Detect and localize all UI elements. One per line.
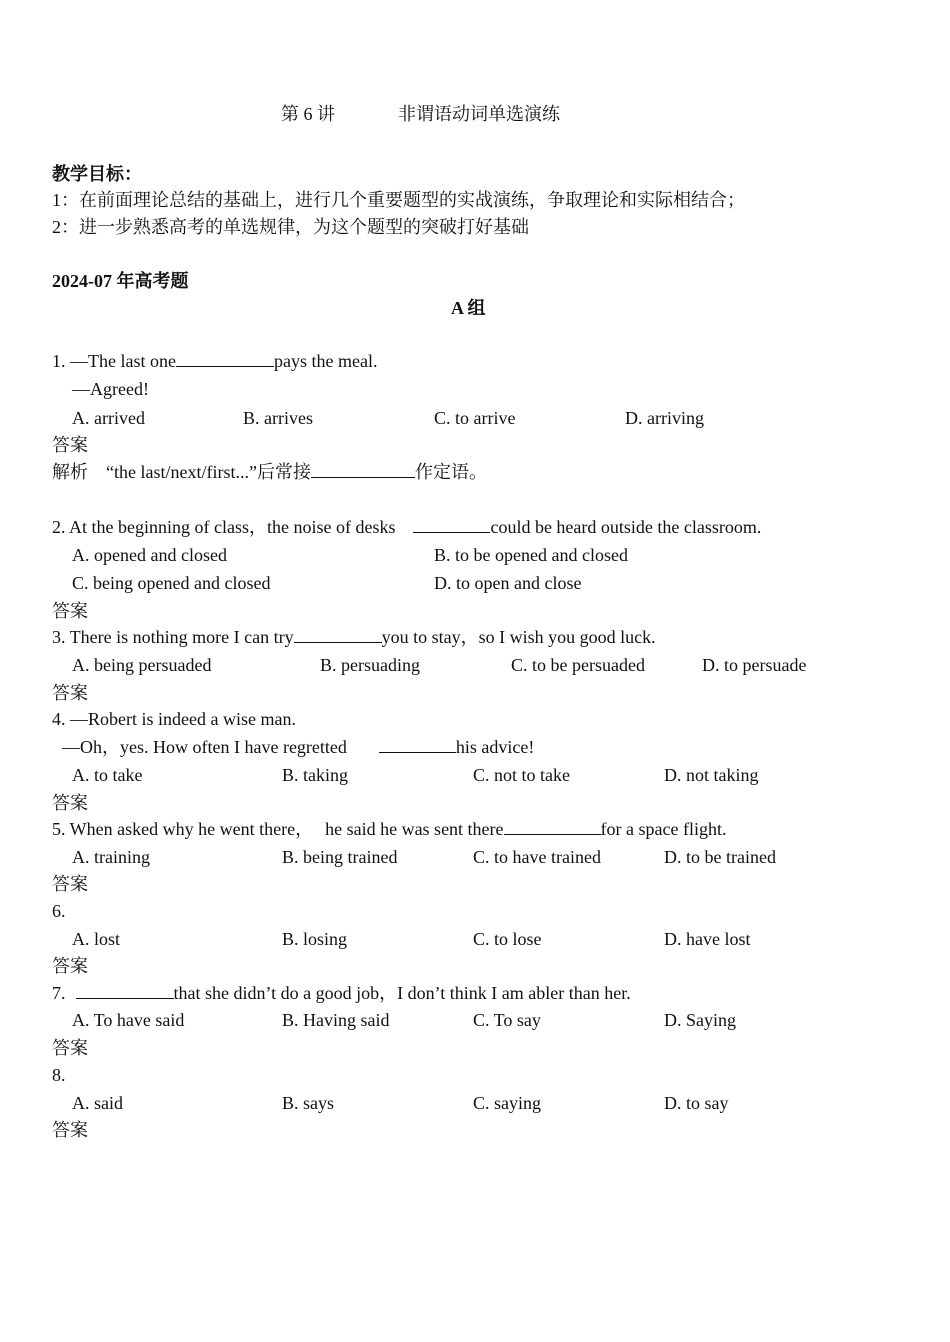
answer-blank [413,516,490,533]
analysis-label: 解析 [52,462,88,482]
option-d: D. Saying [664,1010,736,1030]
option-d: D. to say [664,1093,729,1113]
group-title: A 组 [451,298,486,318]
option-a: A. being persuaded [72,655,212,675]
objective-item: 1：在前面理论总结的基础上，进行几个重要题型的实战演练，争取理论和实际相结合； [52,190,745,210]
answer-blank [294,626,382,643]
option-a: A. training [72,847,150,867]
option-c: C. being opened and closed [72,573,271,593]
objectives-heading: 教学目标： [52,164,142,184]
question-1-stem [52,350,377,372]
question-stem-text: that she didn’t do a good job，I don’t think I am abler than her. [173,983,631,1003]
question-8-stem: 8. [52,1065,66,1085]
question-stem-text: pays the meal. [273,351,378,371]
question-stem-text: 7. [52,983,66,1003]
analysis-line [52,461,487,483]
answer-blank [379,736,456,753]
option-b: B. losing [282,929,348,949]
option-c: C. to lose [473,929,542,949]
question-stem-text: 5. When asked why he went there， [52,819,314,839]
analysis-text: “the last/next/first...”后常接 [106,462,311,482]
option-a: A. To have said [72,1010,185,1030]
option-a: A. said [72,1093,123,1113]
question-stem-text: you to stay，so I wish you good luck. [381,627,656,647]
question-stem-text: could be heard outside the classroom. [490,517,762,537]
lecture-number: 第 6 讲 [281,104,335,124]
option-d: D. not taking [664,765,759,785]
answer-label: 答案 [52,956,88,976]
option-a: A. opened and closed [72,545,227,565]
question-stem-text: for a space flight. [600,819,727,839]
answer-label: 答案 [52,601,88,621]
option-b: B. Having said [282,1010,390,1030]
option-b: B. persuading [320,655,420,675]
question-6-stem: 6. [52,901,66,921]
answer-blank [76,982,174,999]
question-3-stem [52,626,656,648]
answer-blank [176,350,274,367]
answer-label: 答案 [52,874,88,894]
question-stem-text: 1. —The last one [52,351,176,371]
option-b: B. being trained [282,847,398,867]
question-stem-text: 3. There is nothing more I can try [52,627,294,647]
option-d: D. to open and close [434,573,582,593]
answer-blank [504,818,601,835]
page-title: 非谓语动词单选演练 [398,104,560,124]
option-a: A. lost [72,929,121,949]
option-b: B. arrives [243,408,313,428]
question-stem-text: he said he was sent there [325,819,504,839]
objective-item: 2：进一步熟悉高考的单选规律，为这个题型的突破打好基础 [52,217,529,237]
question-7-stem [52,982,631,1004]
option-a: A. to take [72,765,143,785]
question-stem-text: his advice! [455,737,535,757]
answer-label: 答案 [52,793,88,813]
question-4-stem: 4. —Robert is indeed a wise man. [52,709,296,729]
answer-label: 答案 [52,1120,88,1140]
option-d: D. arriving [625,408,704,428]
question-5-stem [52,818,726,840]
option-c: C. to have trained [473,847,601,867]
option-c: C. To say [473,1010,541,1030]
answer-blank [311,461,415,478]
answer-label: 答案 [52,1038,88,1058]
option-c: C. to be persuaded [511,655,645,675]
option-c: C. not to take [473,765,570,785]
option-d: D. have lost [664,929,751,949]
analysis-text: 作定语。 [414,462,487,482]
option-b: B. says [282,1093,335,1113]
option-b: B. taking [282,765,348,785]
answer-label: 答案 [52,435,88,455]
option-a: A. arrived [72,408,145,428]
answer-label: 答案 [52,683,88,703]
option-c: C. to arrive [434,408,516,428]
option-d: D. to be trained [664,847,776,867]
question-stem-text: —Oh，yes. How often I have regretted [62,737,347,757]
option-d: D. to persuade [702,655,807,675]
question-4-dialogue [62,736,534,758]
question-1-dialogue: —Agreed! [72,379,149,399]
question-stem-text: 2. At the beginning of class，the noise of desks [52,517,396,537]
section-title: 2024-07 年高考题 [52,271,189,291]
option-b: B. to be opened and closed [434,545,628,565]
question-2-stem [52,516,761,538]
option-c: C. saying [473,1093,542,1113]
